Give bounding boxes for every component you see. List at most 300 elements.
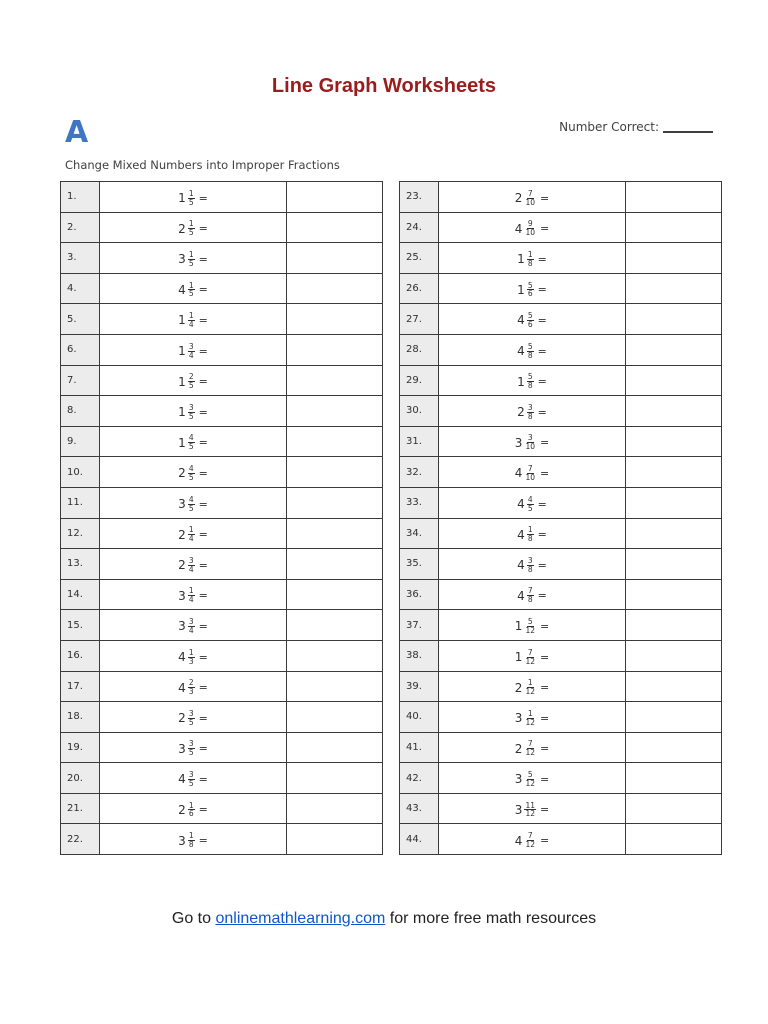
fraction (524, 679, 536, 696)
answer-cell[interactable] (626, 273, 722, 304)
mixed-number (178, 343, 208, 360)
fraction (188, 587, 195, 604)
mixed-number (517, 526, 547, 543)
mixed-number (178, 740, 208, 757)
fraction (524, 618, 536, 635)
problem-row (61, 671, 383, 702)
problem-row (61, 549, 383, 580)
equals-sign: = (198, 650, 208, 664)
fraction (527, 312, 534, 329)
problem-number: 11. (61, 487, 100, 518)
equals-sign: = (198, 283, 208, 297)
denominator: 4 (188, 625, 194, 635)
mixed-number-expression (100, 396, 287, 427)
mixed-number (515, 740, 549, 757)
equals-sign: = (539, 834, 550, 848)
denominator: 5 (188, 717, 194, 727)
answer-cell[interactable] (287, 457, 383, 488)
denominator: 5 (188, 381, 194, 391)
equals-sign: = (537, 528, 547, 542)
numerator: 4 (188, 433, 194, 443)
whole-part: 1 (178, 405, 186, 420)
equals-sign: = (198, 222, 208, 236)
numerator: 1 (188, 280, 194, 290)
number-correct-label: Number Correct: (559, 120, 659, 134)
fraction (527, 526, 534, 543)
denominator: 8 (527, 595, 533, 605)
mixed-number (178, 373, 208, 390)
whole-part: 2 (178, 802, 186, 817)
equals-sign: = (539, 772, 550, 786)
answer-cell[interactable] (287, 518, 383, 549)
fraction (524, 434, 536, 451)
denominator: 8 (188, 840, 194, 850)
numerator: 3 (188, 708, 194, 718)
numerator: 1 (527, 678, 533, 688)
equals-sign: = (537, 283, 547, 297)
mixed-number (178, 282, 208, 299)
whole-part: 4 (178, 282, 186, 297)
whole-part: 4 (178, 650, 186, 665)
mixed-number-expression (439, 457, 626, 488)
problem-row (61, 610, 383, 641)
denominator: 10 (525, 442, 535, 452)
problem-number: 18. (61, 702, 100, 733)
fraction (188, 802, 195, 819)
numerator: 3 (188, 617, 194, 627)
equals-sign: = (198, 497, 208, 511)
denominator: 5 (188, 442, 194, 452)
denominator: 6 (188, 809, 194, 819)
problem-row (400, 579, 722, 610)
mixed-number (178, 587, 208, 604)
denominator: 5 (188, 411, 194, 421)
answer-cell[interactable] (287, 243, 383, 274)
numerator: 2 (188, 372, 194, 382)
problem-row (400, 732, 722, 763)
whole-part: 3 (178, 619, 186, 634)
problem-number: 26. (400, 273, 439, 304)
fraction (188, 832, 195, 849)
denominator: 4 (188, 595, 194, 605)
fraction (188, 771, 195, 788)
equals-sign: = (198, 834, 208, 848)
answer-cell[interactable] (287, 671, 383, 702)
mixed-number (515, 190, 549, 207)
answer-cell[interactable] (287, 640, 383, 671)
problem-row (400, 212, 722, 243)
answer-cell[interactable] (287, 732, 383, 763)
footer-prefix: Go to (171, 910, 216, 927)
numerator: 5 (527, 372, 533, 382)
answer-cell[interactable] (287, 396, 383, 427)
numerator: 4 (188, 464, 194, 474)
fraction (188, 343, 195, 360)
problem-number: 42. (400, 763, 439, 794)
problem-row (61, 793, 383, 824)
whole-part: 1 (517, 374, 525, 389)
problem-number: 5. (61, 304, 100, 335)
whole-part: 1 (178, 191, 186, 206)
equals-sign: = (198, 803, 208, 817)
denominator: 4 (188, 319, 194, 329)
problem-row (400, 304, 722, 335)
whole-part: 2 (517, 405, 525, 420)
equals-sign: = (198, 772, 208, 786)
answer-cell[interactable] (287, 763, 383, 794)
mixed-number-expression (439, 702, 626, 733)
mixed-number-expression (439, 396, 626, 427)
fraction (527, 587, 534, 604)
numerator: 4 (527, 494, 533, 504)
problem-number: 43. (400, 793, 439, 824)
numerator: 9 (527, 219, 533, 229)
problem-number: 12. (61, 518, 100, 549)
denominator: 5 (188, 258, 194, 268)
mixed-number (517, 557, 547, 574)
problem-number: 38. (400, 640, 439, 671)
whole-part: 4 (517, 588, 525, 603)
equals-sign: = (198, 619, 208, 633)
answer-cell[interactable] (626, 732, 722, 763)
problem-number: 16. (61, 640, 100, 671)
numerator: 1 (188, 219, 194, 229)
fraction (527, 251, 534, 268)
whole-part: 3 (178, 252, 186, 267)
denominator: 5 (188, 197, 194, 207)
problem-row (61, 426, 383, 457)
whole-part: 4 (517, 344, 525, 359)
numerator: 1 (188, 525, 194, 535)
whole-part: 2 (514, 680, 523, 695)
problem-row (400, 334, 722, 365)
problem-number: 19. (61, 732, 100, 763)
mixed-number (178, 251, 208, 268)
answer-cell[interactable] (287, 426, 383, 457)
problem-row (61, 365, 383, 396)
fraction (524, 740, 536, 757)
mixed-number-expression (100, 426, 287, 457)
worksheet (57, 112, 719, 868)
denominator: 12 (525, 809, 535, 819)
fraction (188, 496, 195, 513)
problem-row (400, 610, 722, 641)
problem-table-left (60, 181, 383, 855)
problem-number: 20. (61, 763, 100, 794)
answer-cell[interactable] (287, 702, 383, 733)
fraction (524, 710, 536, 727)
problem-row (61, 824, 383, 855)
problem-row (400, 671, 722, 702)
mixed-number (515, 434, 549, 451)
mixed-number-expression (100, 243, 287, 274)
fraction (524, 465, 536, 482)
equals-sign: = (198, 681, 208, 695)
problem-number: 3. (61, 243, 100, 274)
mixed-number-expression (100, 671, 287, 702)
mixed-number (178, 557, 208, 574)
problem-number: 9. (61, 426, 100, 457)
mixed-number (178, 802, 208, 819)
equals-sign: = (539, 436, 550, 450)
numerator: 3 (188, 739, 194, 749)
fraction (527, 282, 534, 299)
whole-part: 3 (178, 497, 186, 512)
mixed-number (517, 251, 547, 268)
whole-part: 3 (178, 833, 186, 848)
problem-row (400, 396, 722, 427)
problem-row (400, 273, 722, 304)
equals-sign: = (537, 344, 547, 358)
problem-number: 27. (400, 304, 439, 335)
denominator: 4 (188, 350, 194, 360)
fraction (527, 496, 534, 513)
denominator: 6 (527, 289, 533, 299)
equals-sign: = (198, 711, 208, 725)
denominator: 12 (525, 717, 535, 727)
problem-row (61, 457, 383, 488)
whole-part: 3 (514, 772, 523, 787)
mixed-number-expression (100, 487, 287, 518)
problem-number: 36. (400, 579, 439, 610)
mixed-number (517, 496, 547, 513)
equals-sign: = (198, 191, 208, 205)
mixed-number (178, 220, 208, 237)
problem-number: 6. (61, 334, 100, 365)
answer-cell[interactable] (287, 334, 383, 365)
answer-cell[interactable] (626, 579, 722, 610)
problem-number: 25. (400, 243, 439, 274)
footer (0, 910, 768, 928)
answer-cell[interactable] (626, 365, 722, 396)
fraction (188, 404, 195, 421)
fraction (188, 526, 195, 543)
fraction (188, 679, 195, 696)
equals-sign: = (537, 252, 547, 266)
whole-part: 4 (178, 772, 186, 787)
whole-part: 4 (514, 221, 523, 236)
answer-cell[interactable] (626, 457, 722, 488)
denominator: 6 (527, 319, 533, 329)
problem-number: 24. (400, 212, 439, 243)
answer-cell[interactable] (626, 396, 722, 427)
answer-cell[interactable] (287, 487, 383, 518)
numerator: 5 (527, 280, 533, 290)
denominator: 12 (525, 625, 535, 635)
problem-row (61, 732, 383, 763)
equals-sign: = (539, 681, 550, 695)
mixed-number-expression (439, 518, 626, 549)
answer-cell[interactable] (626, 426, 722, 457)
numerator: 3 (527, 433, 533, 443)
answer-cell[interactable] (287, 579, 383, 610)
fraction (188, 220, 195, 237)
numerator: 7 (527, 464, 533, 474)
mixed-number-expression (439, 579, 626, 610)
answer-cell[interactable] (287, 212, 383, 243)
numerator: 1 (188, 586, 194, 596)
problem-row (61, 579, 383, 610)
problem-row (61, 487, 383, 518)
numerator: 1 (188, 311, 194, 321)
fraction (188, 251, 195, 268)
equals-sign: = (537, 313, 547, 327)
problem-number: 23. (400, 182, 439, 213)
equals-sign: = (198, 589, 208, 603)
mixed-number-expression (439, 426, 626, 457)
answer-cell[interactable] (287, 549, 383, 580)
denominator: 8 (527, 258, 533, 268)
answer-cell[interactable] (287, 365, 383, 396)
mixed-number-expression (100, 334, 287, 365)
answer-cell[interactable] (626, 304, 722, 335)
problem-number: 41. (400, 732, 439, 763)
answer-cell[interactable] (626, 671, 722, 702)
equals-sign: = (198, 313, 208, 327)
answer-cell[interactable] (287, 610, 383, 641)
numerator: 3 (527, 555, 533, 565)
whole-part: 4 (178, 680, 186, 695)
fraction (524, 220, 536, 237)
equals-sign: = (198, 436, 208, 450)
answer-cell[interactable] (626, 793, 722, 824)
mixed-number-expression (439, 212, 626, 243)
answer-cell[interactable] (626, 640, 722, 671)
mixed-number-expression (100, 365, 287, 396)
mixed-number-expression (100, 579, 287, 610)
equals-sign: = (198, 558, 208, 572)
fraction (188, 282, 195, 299)
problem-table-right (399, 181, 722, 855)
answer-cell[interactable] (626, 487, 722, 518)
footer-suffix: for more free math resources (385, 910, 597, 927)
denominator: 5 (527, 503, 533, 513)
problem-number: 17. (61, 671, 100, 702)
mixed-number (178, 526, 208, 543)
answer-cell[interactable] (287, 304, 383, 335)
denominator: 10 (525, 472, 535, 482)
answer-cell[interactable] (626, 182, 722, 213)
mixed-number (515, 771, 549, 788)
denominator: 8 (527, 411, 533, 421)
whole-part: 4 (517, 527, 525, 542)
fraction (524, 649, 536, 666)
fraction (527, 343, 534, 360)
mixed-number-expression (100, 793, 287, 824)
denominator: 10 (525, 197, 535, 207)
whole-part: 4 (514, 833, 523, 848)
whole-part: 1 (517, 252, 525, 267)
denominator: 8 (527, 534, 533, 544)
mixed-number-expression (100, 273, 287, 304)
problem-row (61, 763, 383, 794)
answer-cell[interactable] (626, 212, 722, 243)
answer-cell[interactable] (626, 763, 722, 794)
mixed-number-expression (439, 763, 626, 794)
footer-link[interactable]: onlinemathlearning.com (215, 910, 386, 927)
problem-number: 39. (400, 671, 439, 702)
mixed-number (178, 649, 208, 666)
mixed-number-expression (439, 182, 626, 213)
fraction (527, 404, 534, 421)
problem-row (61, 212, 383, 243)
problem-number: 31. (400, 426, 439, 457)
worksheet-letter: A (65, 115, 89, 150)
whole-part: 2 (514, 741, 523, 756)
problem-row (400, 182, 722, 213)
equals-sign: = (537, 558, 547, 572)
answer-cell[interactable] (626, 549, 722, 580)
equals-sign: = (539, 222, 550, 236)
mixed-number (517, 312, 547, 329)
mixed-number-expression (439, 334, 626, 365)
mixed-number (178, 190, 208, 207)
whole-part: 2 (178, 711, 186, 726)
equals-sign: = (198, 466, 208, 480)
equals-sign: = (539, 650, 550, 664)
whole-part: 3 (514, 711, 523, 726)
equals-sign: = (539, 191, 550, 205)
answer-cell[interactable] (287, 273, 383, 304)
numerator: 7 (527, 739, 533, 749)
instructions: Change Mixed Numbers into Improper Fractions (65, 158, 340, 172)
number-correct (559, 120, 713, 134)
answer-cell[interactable] (626, 610, 722, 641)
answer-cell[interactable] (287, 182, 383, 213)
answer-cell[interactable] (626, 518, 722, 549)
answer-cell[interactable] (626, 334, 722, 365)
whole-part: 3 (178, 588, 186, 603)
problem-number: 10. (61, 457, 100, 488)
denominator: 3 (188, 656, 194, 666)
whole-part: 1 (178, 435, 186, 450)
answer-cell[interactable] (287, 793, 383, 824)
whole-part: 4 (517, 497, 525, 512)
equals-sign: = (537, 405, 547, 419)
numerator: 1 (527, 525, 533, 535)
denominator: 12 (525, 778, 535, 788)
mixed-number (178, 679, 208, 696)
problem-number: 40. (400, 702, 439, 733)
mixed-number-expression (439, 732, 626, 763)
answer-cell[interactable] (626, 702, 722, 733)
mixed-number-expression (100, 640, 287, 671)
problem-number: 44. (400, 824, 439, 855)
mixed-number-expression (100, 549, 287, 580)
problem-number: 21. (61, 793, 100, 824)
problem-row (400, 763, 722, 794)
numerator: 1 (527, 708, 533, 718)
numerator: 5 (527, 770, 533, 780)
problem-row (61, 518, 383, 549)
answer-cell[interactable] (626, 243, 722, 274)
mixed-number-expression (439, 549, 626, 580)
problem-number: 7. (61, 365, 100, 396)
equals-sign: = (198, 375, 208, 389)
mixed-number-expression (439, 610, 626, 641)
whole-part: 2 (514, 191, 523, 206)
answer-cell[interactable] (626, 824, 722, 855)
mixed-number (517, 373, 547, 390)
denominator: 12 (525, 656, 535, 666)
answer-cell[interactable] (287, 824, 383, 855)
mixed-number-expression (439, 824, 626, 855)
numerator: 3 (188, 770, 194, 780)
problem-row (400, 243, 722, 274)
numerator: 3 (188, 402, 194, 412)
equals-sign: = (537, 497, 547, 511)
whole-part: 1 (178, 344, 186, 359)
